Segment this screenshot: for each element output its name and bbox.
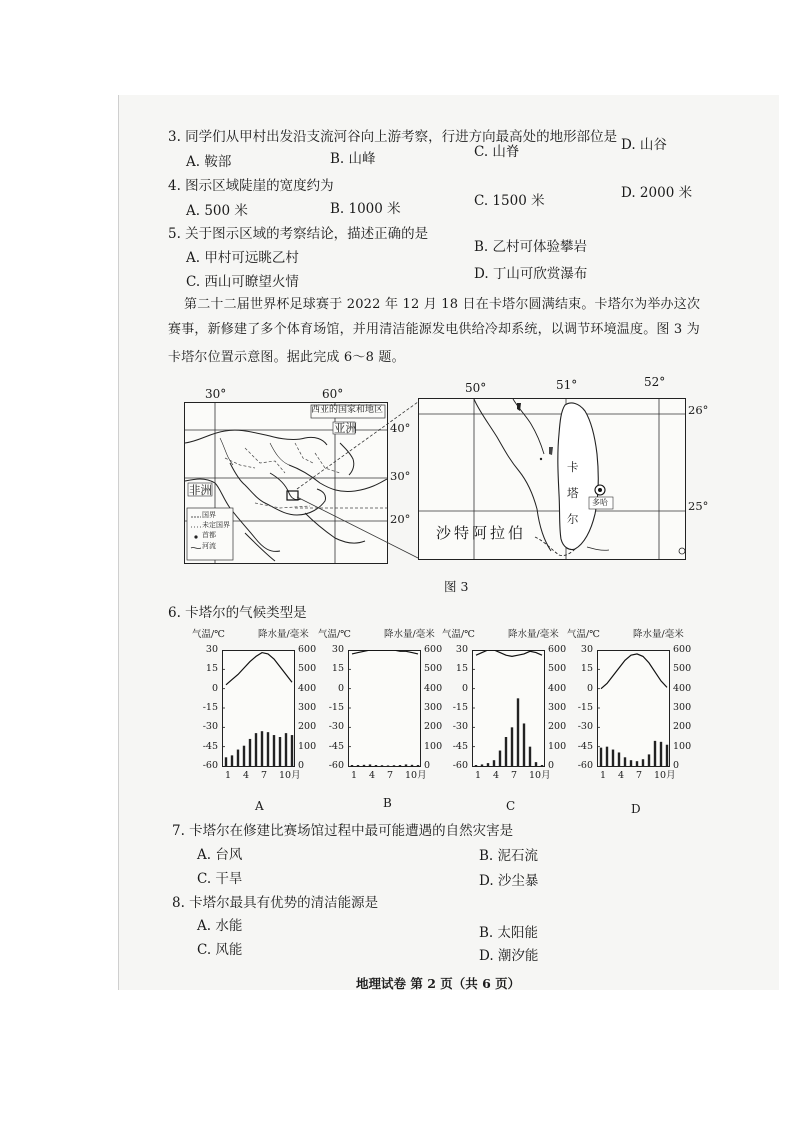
month-tick-label: 4 [369,770,376,781]
precip-bar [249,739,251,766]
temp-tick-label: 15 [205,663,218,675]
left-map-lat-30: 30° [390,469,411,483]
temp-tick-label: 30 [331,644,344,655]
month-tick-label: 4 [493,770,500,781]
climate-chart-a [222,650,296,768]
precip-bar [273,735,275,766]
q3-option-c: C. 山脊 [474,144,520,160]
precip-tick-label: 0 [673,760,680,771]
month-tick-label: 7 [387,770,394,781]
temp-tick-label: -15 [202,702,218,713]
precip-bar [618,752,620,766]
temp-tick-label: -60 [328,760,344,771]
precip-tick-label: 300 [424,702,443,713]
chart-frame [223,651,295,767]
precip-bar [369,764,371,766]
temp-tick-label: 15 [331,663,344,675]
precip-tick-label: 0 [548,760,555,771]
q7-option-a: A. 台风 [197,847,243,863]
temp-axis-title: 气温/℃ [567,629,600,640]
precip-axis-title: 降水量/毫米 [258,629,309,640]
temp-tick-label: -30 [577,721,593,733]
precip-tick-label: 200 [548,721,567,733]
temp-tick-label: -45 [328,740,344,752]
q4-stem: 4. 图示区域陡崖的宽度约为 [168,178,334,194]
q5-option-a: A. 甲村可远眺乙村 [186,250,299,266]
precip-tick-label: 400 [673,682,692,694]
climate-chart-letter: B [383,796,392,810]
precip-tick-label: 200 [298,721,317,733]
climate-chart-b [348,650,422,768]
precip-bar [630,760,632,766]
left-map-lat-40: 40° [390,421,411,435]
precip-tick-label: 600 [298,644,317,655]
temp-tick-label: -15 [577,702,593,713]
q8-option-c: C. 风能 [197,942,243,958]
precip-bar [642,759,644,766]
region-asia-label: 亚洲 [334,421,357,435]
precip-bar [541,765,543,766]
precip-bar [523,723,525,766]
left-map-lat-20: 20° [390,512,411,526]
temp-tick-label: -45 [202,740,218,752]
q7-option-d: D. 沙尘暴 [479,873,539,889]
q8-option-b: B. 太阳能 [479,925,539,941]
temp-tick-label: -60 [577,760,593,771]
temp-tick-label: -45 [577,740,593,752]
precip-bar [636,761,638,766]
q8-option-d: D. 潮汐能 [479,948,539,964]
precip-bar [606,747,608,766]
q3-option-b: B. 山峰 [330,151,376,167]
q3-stem: 3. 同学们从甲村出发沿支流河谷向上游考察，行进方向最高处的地形部位是 [168,129,618,145]
precip-bar [237,750,239,766]
precip-bar [399,765,401,766]
precip-tick-label: 400 [298,682,317,694]
q3-option-a: A. 鞍部 [186,154,232,170]
temp-tick-label: -60 [202,760,218,771]
precip-tick-label: 600 [424,644,443,655]
precip-bar [231,755,233,766]
precip-bar [487,763,489,766]
temp-tick-label: 30 [205,644,218,655]
left-map-lon-30: 30° [205,387,227,401]
precip-bar [529,747,531,766]
precip-tick-label: 100 [548,740,567,752]
precip-bar [363,765,365,766]
temp-tick-label: -15 [452,702,468,713]
capital-doha-label: 多哈 [592,498,608,507]
precip-bar [243,746,245,766]
precip-bar [351,765,353,766]
q7-option-c: C. 干旱 [197,871,243,887]
q4-option-a: A. 500 米 [186,203,248,219]
right-map-lon-50: 50° [465,381,487,395]
precip-bar [648,754,650,766]
precip-tick-label: 400 [548,682,567,694]
month-tick-label: 1 [600,770,607,781]
figure3-caption: 图 3 [444,579,469,594]
q6-stem: 6. 卡塔尔的气候类型是 [168,605,307,621]
region-africa-label: 非洲 [189,483,212,497]
q5-option-c: C. 西山可瞭望火情 [186,274,299,290]
chart-frame [473,651,545,767]
precip-bar [517,698,519,766]
precip-bar [375,765,377,766]
temp-axis-title: 气温/℃ [318,629,351,640]
chart-frame [349,651,421,767]
q3-option-d: D. 山谷 [621,137,667,153]
precip-tick-label: 600 [548,644,567,655]
temp-tick-label: -15 [328,702,344,713]
q5-stem: 5. 关于图示区域的考察结论，描述正确的是 [168,226,429,242]
climate-chart-letter: C [506,799,516,813]
precip-axis-title: 降水量/毫米 [384,629,435,640]
precip-bar [417,765,419,766]
month-tick-label: 7 [511,770,518,781]
month-tick-label: 10月 [529,770,551,781]
precip-bar [505,737,507,766]
right-map-lat-26: 26° [688,403,709,417]
precip-tick-label: 500 [548,663,567,675]
legend-capital: 首都 [202,531,216,539]
legend-river: 河流 [202,542,216,550]
q8-stem: 8. 卡塔尔最具有优势的清洁能源是 [172,895,379,911]
precip-tick-label: 200 [424,721,443,733]
precip-bar [393,765,395,766]
temp-tick-label: 30 [580,644,593,655]
right-map-lon-52: 52° [644,375,666,389]
q4-option-c: C. 1500 米 [474,193,545,209]
month-tick-label: 7 [261,770,268,781]
left-map-title: 西亚的国家和地区 [311,405,384,415]
climate-chart-d [597,650,671,768]
precip-bar [255,733,257,766]
precip-tick-label: 300 [548,702,567,713]
precip-bar [279,737,281,766]
precip-bar [666,745,668,766]
precip-tick-label: 200 [673,721,692,733]
precip-tick-label: 0 [298,760,305,771]
temp-tick-label: 0 [586,682,593,694]
precip-tick-label: 500 [424,663,443,675]
q7-stem: 7. 卡塔尔在修建比赛场馆过程中最可能遭遇的自然灾害是 [172,823,514,839]
month-tick-label: 1 [351,770,358,781]
temp-tick-label: 0 [461,682,468,694]
passage-line-1: 第二十二届世界杯足球赛于 2022 年 12 月 18 日在卡塔尔圆满结束。卡塔尔为举办这次 [184,297,701,312]
precip-tick-label: 300 [298,702,317,713]
q5-option-b: B. 乙村可体验攀岩 [474,239,588,255]
precip-bar [612,750,614,766]
temp-tick-label: 30 [455,644,468,655]
month-tick-label: 4 [618,770,625,781]
month-tick-label: 10月 [279,770,301,781]
month-tick-label: 1 [225,770,232,781]
precip-bar [654,741,656,766]
temp-tick-label: -30 [328,721,344,733]
precip-tick-label: 400 [424,682,443,694]
temp-axis-title: 气温/℃ [192,629,225,640]
precip-tick-label: 500 [298,663,317,675]
temp-tick-label: 0 [337,682,344,694]
q4-option-d: D. 2000 米 [621,185,693,201]
precip-bar [411,765,413,766]
precip-axis-title: 降水量/毫米 [508,629,559,640]
precip-bar [600,748,602,766]
precip-tick-label: 100 [673,740,692,752]
zoom-connector-lines [290,400,420,560]
precip-bar [225,757,227,766]
precip-bar [535,762,537,766]
precip-tick-label: 0 [424,760,431,771]
climate-chart-c [472,650,546,768]
month-tick-label: 10月 [654,770,676,781]
month-tick-label: 1 [475,770,482,781]
temp-tick-label: -30 [452,721,468,733]
temp-tick-label: -45 [452,740,468,752]
qatar-char-3: 尔 [567,512,579,526]
precip-bar [499,751,501,766]
precip-bar [475,765,477,766]
precip-bar [405,764,407,766]
climate-chart-letter: D [631,802,641,816]
precip-bar [261,731,263,766]
chart-frame [598,651,670,767]
precip-tick-label: 500 [673,663,692,675]
passage-line-3: 卡塔尔位置示意图。据此完成 6～8 题。 [168,350,405,365]
qatar-char-2: 塔 [567,486,579,500]
precip-bar [511,727,513,766]
precip-bar [291,735,293,766]
precip-tick-label: 100 [424,740,443,752]
precip-bar [624,757,626,766]
q8-option-a: A. 水能 [197,918,243,934]
legend-undetermined-border: 未定国界 [202,521,230,529]
right-map-lat-25: 25° [688,499,709,513]
precip-tick-label: 600 [673,644,692,655]
legend-border: 国界 [202,511,216,519]
precip-bar [387,765,389,766]
precip-bar [285,733,287,766]
month-tick-label: 4 [243,770,250,781]
precip-tick-label: 300 [673,702,692,713]
temp-tick-label: 0 [211,682,218,694]
q4-option-b: B. 1000 米 [330,201,401,217]
passage-line-2: 赛事，新修建了多个体育场馆，并用清洁能源发电供给冷却系统，以调节环境温度。图 3 为 [168,322,700,337]
month-tick-label: 7 [636,770,643,781]
q7-option-b: B. 泥石流 [479,848,539,864]
temp-tick-label: -30 [202,721,218,733]
page-footer: 地理试卷 第 2 页（共 6 页） [356,976,521,991]
left-map-lon-60: 60° [322,387,344,401]
precip-bar [493,760,495,766]
precip-tick-label: 100 [298,740,317,752]
right-map-lon-51: 51° [556,378,578,392]
q5-option-d: D. 丁山可欣赏瀑布 [474,266,588,282]
temp-axis-title: 气温/℃ [442,629,475,640]
precip-bar [267,732,269,766]
saudi-arabia-label: 沙特阿拉伯 [436,524,527,542]
precip-bar [660,742,662,766]
temp-tick-label: 15 [580,663,593,675]
climate-chart-letter: A [255,799,264,813]
precip-bar [381,765,383,766]
precip-axis-title: 降水量/毫米 [633,629,684,640]
month-tick-label: 10月 [405,770,427,781]
temp-tick-label: 15 [455,663,468,675]
precip-bar [357,765,359,766]
precip-bar [481,764,483,766]
qatar-char-1: 卡 [567,460,579,474]
temp-tick-label: -60 [452,760,468,771]
